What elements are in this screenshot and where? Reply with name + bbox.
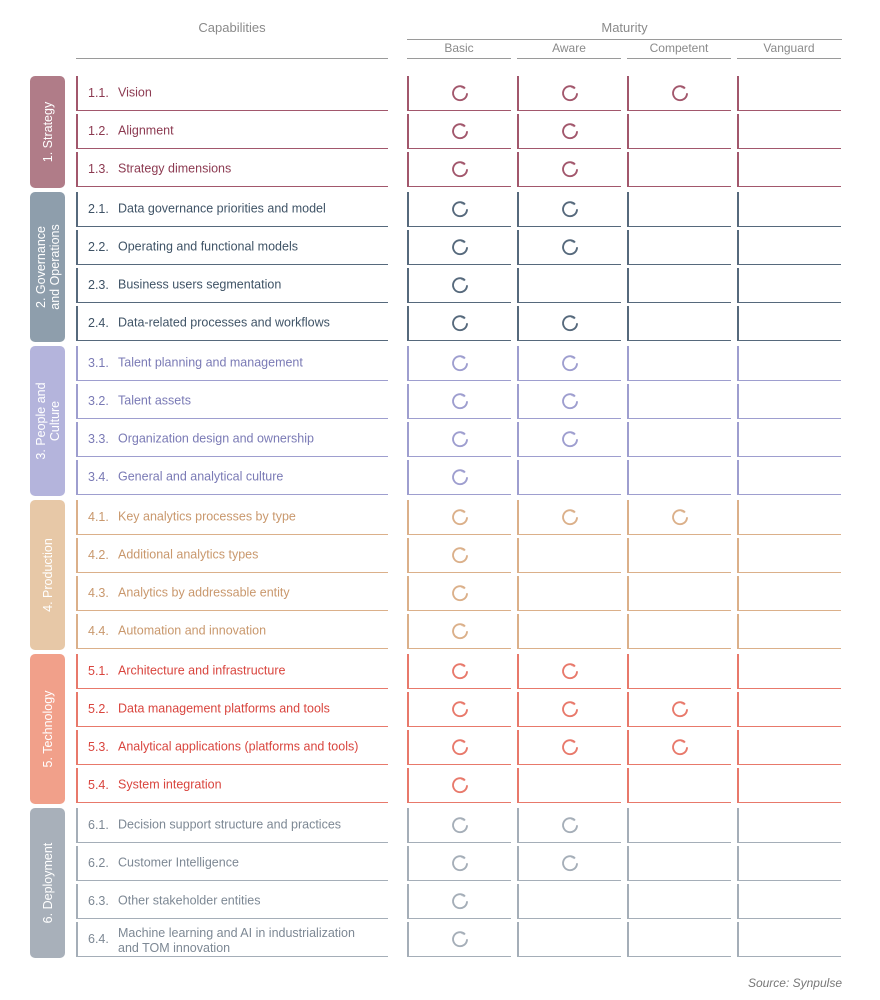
maturity-cell-aware — [517, 884, 621, 919]
maturity-mark-icon — [450, 699, 470, 719]
capability-name: Automation and innovation — [118, 623, 267, 638]
maturity-cell-basic — [407, 268, 511, 303]
capability-row — [76, 576, 388, 611]
maturity-cell-basic — [407, 192, 511, 227]
maturity-mark-icon — [450, 621, 470, 641]
maturity-cell-competent — [627, 884, 731, 919]
maturity-mark-icon — [560, 661, 580, 681]
capability-number: 4.2. — [88, 548, 109, 562]
maturity-cell-basic — [407, 538, 511, 573]
maturity-cell-vanguard — [737, 884, 841, 919]
capability-name: Data management platforms and tools — [118, 701, 330, 716]
maturity-cell-competent — [627, 76, 731, 111]
source-note: Source: Synpulse — [747, 976, 842, 990]
maturity-cell-basic — [407, 500, 511, 535]
capability-row — [76, 846, 388, 881]
maturity-level-line — [517, 58, 621, 59]
maturity-cell-aware — [517, 460, 621, 495]
maturity-cell-vanguard — [737, 192, 841, 227]
maturity-cell-aware — [517, 768, 621, 803]
capability-row — [76, 192, 388, 227]
maturity-mark-icon — [450, 159, 470, 179]
maturity-cell-basic — [407, 768, 511, 803]
capability-row — [76, 422, 388, 457]
maturity-level-competent: Competent — [649, 41, 709, 55]
capability-name: Vision — [118, 85, 152, 100]
capability-name: Additional analytics types — [118, 547, 259, 562]
capability-number: 5.1. — [88, 664, 109, 678]
capability-number: 5.3. — [88, 740, 109, 754]
capability-name: General and analytical culture — [118, 469, 284, 484]
maturity-mark-icon — [450, 929, 470, 949]
maturity-mark-icon — [670, 507, 690, 527]
maturity-cell-vanguard — [737, 576, 841, 611]
capability-number: 1.2. — [88, 124, 109, 138]
capability-name: Decision support structure and practices — [118, 817, 342, 832]
maturity-cell-aware — [517, 306, 621, 341]
capability-row — [76, 384, 388, 419]
capability-number: 1.3. — [88, 162, 109, 176]
maturity-cell-competent — [627, 460, 731, 495]
maturity-mark-icon — [560, 699, 580, 719]
maturity-mark-icon — [450, 199, 470, 219]
maturity-mark-icon — [450, 815, 470, 835]
maturity-cell-competent — [627, 384, 731, 419]
maturity-level-basic: Basic — [444, 41, 474, 55]
capability-row — [76, 346, 388, 381]
maturity-cell-vanguard — [737, 808, 841, 843]
capability-name: Data-related processes and workflows — [118, 315, 330, 330]
maturity-cell-aware — [517, 846, 621, 881]
maturity-cell-vanguard — [737, 846, 841, 881]
maturity-mark-icon — [450, 467, 470, 487]
maturity-cell-vanguard — [737, 730, 841, 765]
maturity-cell-aware — [517, 114, 621, 149]
maturity-cell-vanguard — [737, 114, 841, 149]
maturity-cell-basic — [407, 846, 511, 881]
capability-name: Talent planning and management — [118, 355, 303, 370]
maturity-cell-competent — [627, 114, 731, 149]
maturity-mark-icon — [450, 775, 470, 795]
maturity-cell-competent — [627, 576, 731, 611]
maturity-cell-basic — [407, 654, 511, 689]
maturity-mark-icon — [560, 237, 580, 257]
maturity-mark-icon — [560, 313, 580, 333]
maturity-cell-aware — [517, 346, 621, 381]
capability-row — [76, 768, 388, 803]
maturity-cell-competent — [627, 808, 731, 843]
maturity-cell-aware — [517, 500, 621, 535]
maturity-cell-basic — [407, 230, 511, 265]
capability-name: Strategy dimensions — [118, 161, 232, 176]
capability-name: Machine learning and AI in industrialization and TOM innovation — [118, 926, 355, 955]
maturity-cell-competent — [627, 692, 731, 727]
maturity-cell-vanguard — [737, 654, 841, 689]
maturity-cell-aware — [517, 654, 621, 689]
maturity-mark-icon — [560, 507, 580, 527]
maturity-cell-aware — [517, 192, 621, 227]
maturity-cell-basic — [407, 730, 511, 765]
maturity-mark-icon — [450, 545, 470, 565]
capability-number: 6.1. — [88, 818, 109, 832]
maturity-mark-icon — [450, 275, 470, 295]
category-label: 5. Technology — [40, 690, 55, 768]
capabilities-header-line — [76, 58, 388, 59]
maturity-mark-icon — [450, 313, 470, 333]
maturity-cell-competent — [627, 268, 731, 303]
capability-row — [76, 654, 388, 689]
maturity-cell-basic — [407, 460, 511, 495]
capability-row — [76, 500, 388, 535]
maturity-mark-icon — [450, 121, 470, 141]
maturity-mark-icon — [560, 353, 580, 373]
capability-row — [76, 306, 388, 341]
maturity-level-aware: Aware — [552, 41, 586, 55]
maturity-cell-competent — [627, 306, 731, 341]
maturity-cell-competent — [627, 500, 731, 535]
maturity-mark-icon — [670, 737, 690, 757]
category-label: 3. People and Culture — [33, 382, 62, 460]
capability-number: 6.4. — [88, 932, 109, 946]
maturity-mark-icon — [450, 83, 470, 103]
maturity-mark-icon — [560, 853, 580, 873]
maturity-cell-competent — [627, 192, 731, 227]
capability-name: Customer Intelligence — [118, 855, 239, 870]
maturity-header-line — [407, 39, 842, 40]
capability-number: 3.2. — [88, 394, 109, 408]
maturity-mark-icon — [560, 429, 580, 449]
category-label: 6. Deployment — [40, 842, 55, 924]
capability-number: 4.1. — [88, 510, 109, 524]
maturity-cell-aware — [517, 808, 621, 843]
capability-name: Operating and functional models — [118, 239, 298, 254]
maturity-cell-competent — [627, 614, 731, 649]
maturity-cell-basic — [407, 114, 511, 149]
maturity-cell-vanguard — [737, 922, 841, 957]
maturity-cell-aware — [517, 76, 621, 111]
capability-name: Other stakeholder entities — [118, 893, 261, 908]
capability-number: 2.2. — [88, 240, 109, 254]
capability-number: 4.3. — [88, 586, 109, 600]
maturity-cell-vanguard — [737, 152, 841, 187]
maturity-mark-icon — [450, 391, 470, 411]
maturity-mark-icon — [560, 159, 580, 179]
maturity-cell-vanguard — [737, 384, 841, 419]
maturity-cell-aware — [517, 152, 621, 187]
maturity-level-line — [407, 58, 511, 59]
capability-row — [76, 808, 388, 843]
capability-number: 6.2. — [88, 856, 109, 870]
maturity-cell-competent — [627, 230, 731, 265]
capability-number: 2.4. — [88, 316, 109, 330]
maturity-cell-basic — [407, 76, 511, 111]
maturity-cell-basic — [407, 614, 511, 649]
category-box — [30, 808, 65, 958]
maturity-cell-vanguard — [737, 306, 841, 341]
maturity-cell-vanguard — [737, 460, 841, 495]
capability-row — [76, 460, 388, 495]
capability-row — [76, 922, 388, 957]
maturity-mark-icon — [560, 815, 580, 835]
maturity-mark-icon — [450, 853, 470, 873]
maturity-cell-competent — [627, 846, 731, 881]
category-label: 4. Production — [40, 538, 55, 612]
maturity-mark-icon — [670, 699, 690, 719]
category-box — [30, 346, 65, 496]
maturity-header: Maturity — [601, 20, 648, 35]
maturity-cell-basic — [407, 306, 511, 341]
capability-row — [76, 538, 388, 573]
capability-name: Analytical applications (platforms and tools) — [118, 739, 359, 754]
category-label: 1. Strategy — [40, 101, 55, 163]
maturity-mark-icon — [450, 507, 470, 527]
maturity-cell-basic — [407, 576, 511, 611]
maturity-level-vanguard: Vanguard — [763, 41, 815, 55]
category-label: 2. Governance and Operations — [33, 224, 62, 310]
maturity-cell-vanguard — [737, 268, 841, 303]
capability-row — [76, 152, 388, 187]
maturity-cell-competent — [627, 654, 731, 689]
maturity-cell-competent — [627, 346, 731, 381]
maturity-cell-aware — [517, 922, 621, 957]
capability-row — [76, 114, 388, 149]
capability-number: 2.1. — [88, 202, 109, 216]
maturity-mark-icon — [450, 737, 470, 757]
capability-row — [76, 230, 388, 265]
maturity-cell-competent — [627, 152, 731, 187]
maturity-mark-icon — [450, 891, 470, 911]
maturity-mark-icon — [560, 737, 580, 757]
capability-name: Talent assets — [118, 393, 191, 408]
maturity-mark-icon — [450, 583, 470, 603]
maturity-cell-aware — [517, 268, 621, 303]
capabilities-header: Capabilities — [198, 20, 266, 35]
maturity-level-line — [627, 58, 731, 59]
capability-number: 3.3. — [88, 432, 109, 446]
maturity-cell-vanguard — [737, 422, 841, 457]
category-box — [30, 500, 65, 650]
maturity-cell-vanguard — [737, 76, 841, 111]
maturity-cell-basic — [407, 922, 511, 957]
maturity-mark-icon — [450, 237, 470, 257]
maturity-cell-competent — [627, 922, 731, 957]
capability-number: 6.3. — [88, 894, 109, 908]
capability-name: Data governance priorities and model — [118, 201, 326, 216]
maturity-cell-basic — [407, 884, 511, 919]
capability-number: 5.2. — [88, 702, 109, 716]
capability-number: 3.4. — [88, 470, 109, 484]
maturity-cell-aware — [517, 692, 621, 727]
maturity-cell-aware — [517, 538, 621, 573]
maturity-mark-icon — [450, 661, 470, 681]
capability-name: Key analytics processes by type — [118, 509, 296, 524]
capability-row — [76, 884, 388, 919]
capability-number: 5.4. — [88, 778, 109, 792]
maturity-cell-vanguard — [737, 500, 841, 535]
maturity-cell-aware — [517, 384, 621, 419]
maturity-mark-icon — [560, 121, 580, 141]
category-box — [30, 192, 65, 342]
maturity-mark-icon — [450, 353, 470, 373]
maturity-mark-icon — [560, 83, 580, 103]
capability-number: 4.4. — [88, 624, 109, 638]
maturity-cell-competent — [627, 538, 731, 573]
capability-name: Organization design and ownership — [118, 431, 314, 446]
capability-name: Analytics by addressable entity — [118, 585, 290, 600]
maturity-cell-aware — [517, 422, 621, 457]
maturity-cell-vanguard — [737, 692, 841, 727]
capability-row — [76, 614, 388, 649]
capability-row — [76, 76, 388, 111]
maturity-cell-basic — [407, 422, 511, 457]
capability-name: Architecture and infrastructure — [118, 663, 286, 678]
capability-name: System integration — [118, 777, 222, 792]
maturity-level-line — [737, 58, 841, 59]
maturity-mark-icon — [670, 83, 690, 103]
capability-number: 2.3. — [88, 278, 109, 292]
maturity-cell-competent — [627, 422, 731, 457]
maturity-cell-aware — [517, 614, 621, 649]
maturity-cell-vanguard — [737, 538, 841, 573]
maturity-mark-icon — [450, 429, 470, 449]
maturity-cell-basic — [407, 384, 511, 419]
maturity-cell-vanguard — [737, 346, 841, 381]
maturity-cell-basic — [407, 346, 511, 381]
capability-row — [76, 268, 388, 303]
maturity-mark-icon — [560, 391, 580, 411]
capability-number: 3.1. — [88, 356, 109, 370]
maturity-cell-competent — [627, 730, 731, 765]
maturity-cell-vanguard — [737, 230, 841, 265]
capability-row — [76, 730, 388, 765]
capability-row — [76, 692, 388, 727]
capability-name: Business users segmentation — [118, 277, 282, 292]
maturity-cell-vanguard — [737, 614, 841, 649]
capability-number: 1.1. — [88, 86, 109, 100]
maturity-cell-basic — [407, 808, 511, 843]
maturity-cell-aware — [517, 576, 621, 611]
maturity-cell-vanguard — [737, 768, 841, 803]
capability-name: Alignment — [118, 123, 174, 138]
maturity-mark-icon — [560, 199, 580, 219]
maturity-cell-aware — [517, 730, 621, 765]
maturity-cell-competent — [627, 768, 731, 803]
maturity-cell-basic — [407, 152, 511, 187]
maturity-cell-aware — [517, 230, 621, 265]
maturity-cell-basic — [407, 692, 511, 727]
category-box — [30, 654, 65, 804]
